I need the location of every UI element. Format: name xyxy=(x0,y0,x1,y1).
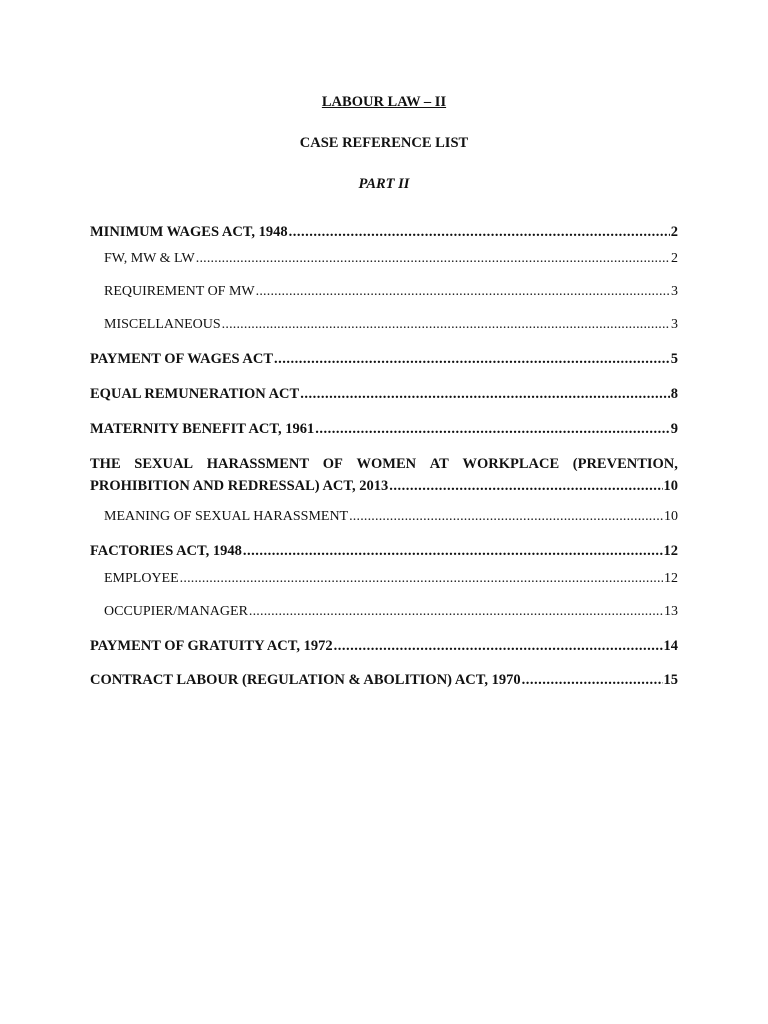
toc-entry-employee[interactable] xyxy=(104,571,678,587)
toc-entry-page: 9 xyxy=(670,421,678,437)
toc-entry-page: 12 xyxy=(663,543,678,559)
dot-leader xyxy=(180,571,663,587)
toc-entry-page: 3 xyxy=(671,317,678,332)
dot-leader xyxy=(289,224,670,241)
toc-entry-page: 12 xyxy=(664,571,678,586)
dot-leader xyxy=(274,351,670,368)
toc-entry-fw-mw-lw[interactable] xyxy=(104,251,678,267)
toc-entry-word: HARASSMENT xyxy=(206,456,310,472)
toc-entry-payment-of-gratuity-act[interactable] xyxy=(90,638,678,655)
toc-entry-page: 3 xyxy=(671,284,678,299)
dot-leader xyxy=(334,638,663,655)
toc-entry-word: WOMEN xyxy=(356,456,417,472)
part-heading: PART II xyxy=(358,176,410,192)
toc-entry-label: REQUIREMENT OF MW xyxy=(104,284,255,299)
toc-entry-page: 2 xyxy=(670,224,678,240)
toc-entry-word: (PREVENTION, xyxy=(572,456,678,472)
dot-leader xyxy=(300,386,670,403)
document-subtitle: CASE REFERENCE LIST xyxy=(299,135,469,151)
toc-entry-label: MEANING OF SEXUAL HARASSMENT xyxy=(104,509,349,524)
toc-entry-label: MISCELLANEOUS xyxy=(104,317,221,332)
dot-leader xyxy=(522,672,663,689)
dot-leader xyxy=(256,284,670,300)
toc-entry-factories-act[interactable] xyxy=(90,543,678,560)
toc-entry-word: THE xyxy=(90,456,121,472)
toc-entry-label-line1 xyxy=(90,456,678,473)
toc-entry-label: MATERNITY BENEFIT ACT, 1961 xyxy=(90,421,315,437)
toc-entry-label: FW, MW & LW xyxy=(104,251,195,266)
dot-leader xyxy=(222,317,670,333)
toc-entry-word: WORKPLACE xyxy=(462,456,560,472)
toc-entry-meaning-of-sexual-harassment[interactable] xyxy=(104,509,678,525)
toc-entry-page: 8 xyxy=(670,386,678,402)
toc-entry-label: PAYMENT OF WAGES ACT xyxy=(90,351,274,367)
toc-entry-word: OF xyxy=(322,456,343,472)
toc-entry-page: 2 xyxy=(671,251,678,266)
toc-entry-label: OCCUPIER/MANAGER xyxy=(104,604,248,619)
toc-entry-label: MINIMUM WAGES ACT, 1948 xyxy=(90,224,288,240)
toc-entry-page: 14 xyxy=(663,638,678,654)
toc-entry-contract-labour-act[interactable] xyxy=(90,672,678,689)
toc-entry-page: 10 xyxy=(663,478,678,494)
dot-leader xyxy=(349,509,663,525)
document-title: LABOUR LAW – II xyxy=(321,94,447,110)
toc-entry-minimum-wages-act[interactable] xyxy=(90,224,678,241)
toc-entry-word: SEXUAL xyxy=(134,456,194,472)
toc-entry-payment-of-wages-act[interactable] xyxy=(90,351,678,368)
toc-entry-label: EQUAL REMUNERATION ACT xyxy=(90,386,300,402)
toc-entry-word: AT xyxy=(429,456,449,472)
toc-entry-page: 13 xyxy=(664,604,678,619)
toc-entry-maternity-benefit-act[interactable] xyxy=(90,421,678,438)
toc-entry-equal-remuneration-act[interactable] xyxy=(90,386,678,403)
toc-entry-page: 5 xyxy=(670,351,678,367)
toc-entry-sexual-harassment-act[interactable] xyxy=(90,456,678,494)
toc-entry-occupier-manager[interactable] xyxy=(104,604,678,620)
toc-entry-label: CONTRACT LABOUR (REGULATION & ABOLITION) ACT, 1970 xyxy=(90,672,521,688)
dot-leader xyxy=(196,251,670,267)
dot-leader xyxy=(315,421,670,438)
toc-entry-label: PAYMENT OF GRATUITY ACT, 1972 xyxy=(90,638,333,654)
toc-entry-page: 10 xyxy=(664,509,678,524)
dot-leader xyxy=(389,478,662,495)
dot-leader xyxy=(243,543,663,560)
toc-entry-miscellaneous[interactable] xyxy=(104,317,678,333)
toc-entry-page: 15 xyxy=(663,672,678,688)
toc-entry-line2 xyxy=(90,478,678,495)
toc-entry-label: PROHIBITION AND REDRESSAL) ACT, 2013 xyxy=(90,478,389,494)
dot-leader xyxy=(249,604,663,620)
toc-entry-label: EMPLOYEE xyxy=(104,571,179,586)
toc-entry-label: FACTORIES ACT, 1948 xyxy=(90,543,242,559)
toc-entry-requirement-of-mw[interactable] xyxy=(104,284,678,300)
